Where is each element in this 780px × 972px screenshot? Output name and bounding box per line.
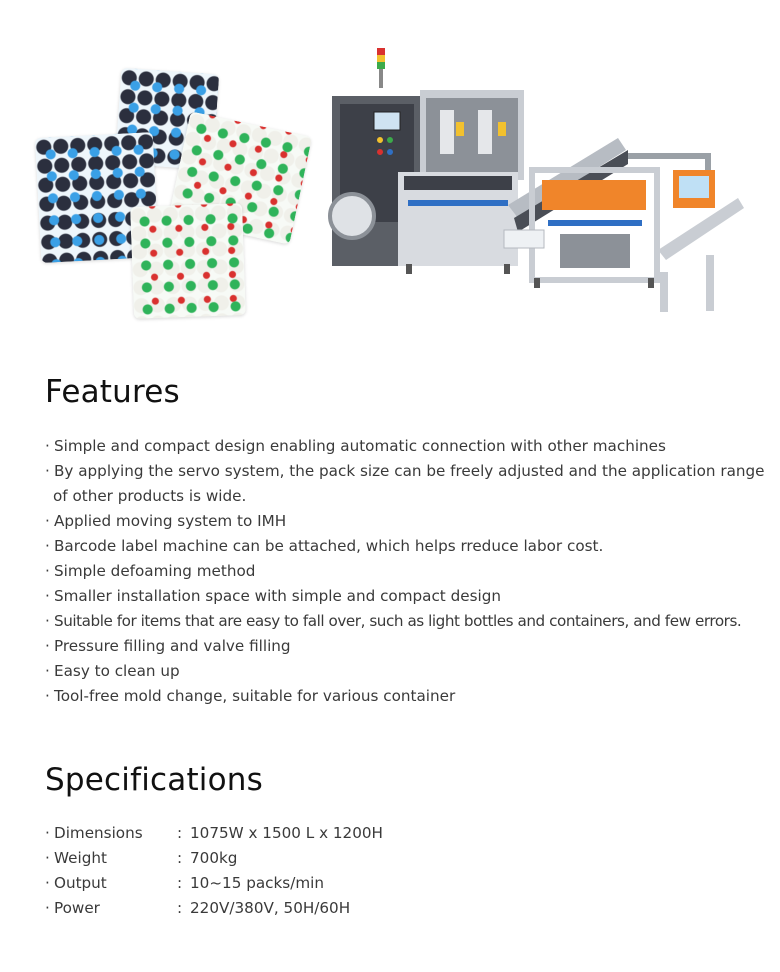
list-item bbox=[45, 434, 775, 459]
feature-text: Smaller installation space with simple and compact design bbox=[54, 587, 501, 605]
spec-separator: : bbox=[177, 824, 183, 842]
spec-label: Output bbox=[54, 874, 107, 892]
feature-text: By applying the servo system, the pack size can be freely adjusted and the application range of other products is wide. bbox=[53, 462, 765, 505]
list-item bbox=[45, 659, 775, 684]
bullet: · bbox=[45, 462, 50, 480]
spec-row-dimensions bbox=[45, 821, 645, 846]
bullet: · bbox=[45, 687, 50, 705]
bullet: · bbox=[45, 899, 50, 917]
feature-text: Pressure filling and valve filling bbox=[54, 637, 291, 655]
spec-separator: : bbox=[177, 849, 183, 867]
spec-label: Weight bbox=[54, 849, 107, 867]
specifications-table bbox=[45, 821, 645, 921]
spec-row-weight bbox=[45, 846, 645, 871]
spec-row-power bbox=[45, 896, 645, 921]
list-item bbox=[45, 459, 775, 509]
product-images bbox=[30, 40, 770, 330]
list-item bbox=[45, 684, 775, 709]
bullet: · bbox=[45, 612, 50, 630]
feature-text: Applied moving system to IMH bbox=[54, 512, 287, 530]
packaged-product-bags-image bbox=[30, 65, 310, 300]
spec-value: 1075W x 1500 L x 1200H bbox=[190, 824, 383, 842]
list-item bbox=[45, 584, 775, 609]
bullet: · bbox=[45, 587, 50, 605]
bullet: · bbox=[45, 662, 50, 680]
packaging-machine-image bbox=[328, 40, 758, 320]
spec-value: 700kg bbox=[190, 849, 238, 867]
spec-row-output bbox=[45, 871, 645, 896]
feature-text: Simple and compact design enabling automatic connection with other machines bbox=[54, 437, 666, 455]
spec-value: 220V/380V, 50H/60H bbox=[190, 899, 351, 917]
feature-text: Easy to clean up bbox=[54, 662, 180, 680]
list-item bbox=[45, 509, 775, 534]
feature-text: Tool-free mold change, suitable for various container bbox=[54, 687, 456, 705]
bullet: · bbox=[45, 512, 50, 530]
bullet: · bbox=[45, 874, 50, 892]
spec-value: 10~15 packs/min bbox=[190, 874, 324, 892]
bullet: · bbox=[45, 437, 50, 455]
spec-label: Power bbox=[54, 899, 100, 917]
spec-label: Dimensions bbox=[54, 824, 143, 842]
feature-text: Barcode label machine can be attached, which helps rreduce labor cost. bbox=[54, 537, 604, 555]
features-list bbox=[45, 434, 775, 709]
spec-separator: : bbox=[177, 874, 183, 892]
list-item bbox=[45, 609, 775, 634]
spec-separator: : bbox=[177, 899, 183, 917]
bullet: · bbox=[45, 562, 50, 580]
feature-text: Simple defoaming method bbox=[54, 562, 256, 580]
bullet: · bbox=[45, 824, 50, 842]
features-heading: Features bbox=[45, 374, 180, 410]
bullet: · bbox=[45, 537, 50, 555]
list-item bbox=[45, 634, 775, 659]
bullet: · bbox=[45, 637, 50, 655]
green-dot-bag bbox=[130, 203, 246, 319]
specifications-heading: Specifications bbox=[45, 762, 263, 798]
list-item bbox=[45, 534, 775, 559]
list-item bbox=[45, 559, 775, 584]
feature-text: Suitable for items that are easy to fall over, such as light bottles and containers, and few errors. bbox=[54, 612, 742, 630]
bullet: · bbox=[45, 849, 50, 867]
